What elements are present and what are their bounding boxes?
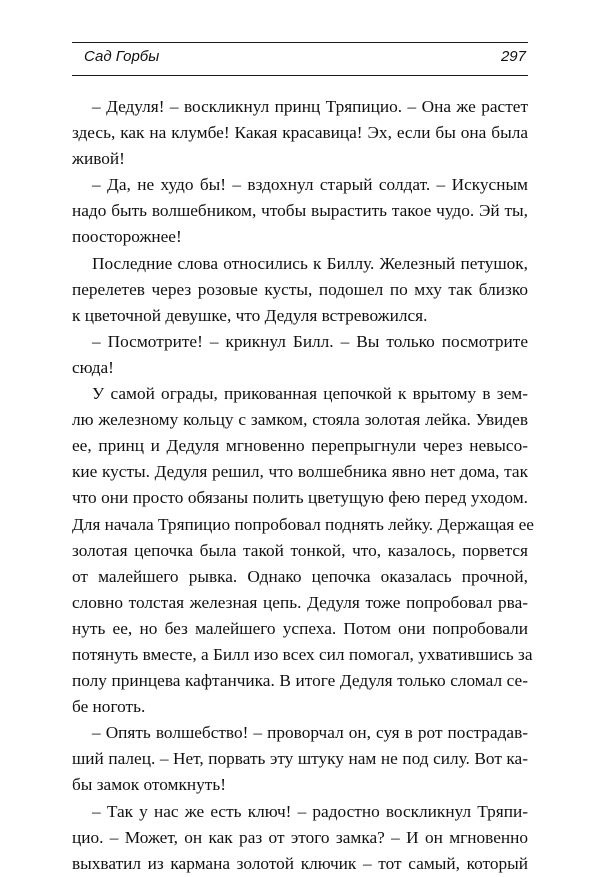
text-line: лю железному кольцу с замком, стояла золотая лейка. Увидев [72, 410, 528, 430]
page-number: 297 [500, 48, 526, 65]
text-line: ее, принц и Дедуля мгновенно перепрыгнули через невысо- [72, 436, 528, 456]
text-line: к цветочной девушке, что Дедуля встревожился. [72, 305, 428, 325]
text-line: здесь, как на клумбе! Какая красавица! Эх, если бы она была [72, 123, 528, 143]
text-line: Для начала Тряпицио попробовал поднять лейку. Держащая ее [72, 514, 534, 534]
body-text [72, 94, 534, 877]
text-line: цио. – Может, он как раз от этого замка? – И он мгновенно [72, 827, 528, 847]
chapter-title: Сад Горбы [84, 48, 160, 65]
text-line: ший палец. – Нет, порвать эту штуку нам не под силу. Вот ка- [72, 749, 528, 769]
text-line: – Так у нас же есть ключ! – радостно воскликнул Тряпи- [92, 801, 528, 821]
text-line: нуть ее, но без малейшего успеха. Потом они попробовали [72, 618, 528, 638]
text-line: – Да, не худо бы! – вздохнул старый солдат. – Искусным [92, 175, 528, 195]
text-line: перелетев через розовые кусты, подошел по мху так близко [72, 279, 528, 299]
text-line: живой! [72, 149, 125, 169]
text-line: надо быть волшебником, чтобы вырастить такое чудо. Эй ты, [72, 201, 528, 221]
text-line: бы замок отомкнуть! [72, 775, 226, 795]
running-header [72, 42, 528, 76]
text-line: – Опять волшебство! – проворчал он, суя в рот пострадав- [92, 723, 528, 743]
text-line: У самой ограды, прикованная цепочкой к врытому в зем- [92, 384, 528, 404]
text-line: золотая цепочка была такой тонкой, что, казалось, порвется [72, 540, 528, 560]
text-line: Последние слова относились к Биллу. Железный петушок, [92, 253, 528, 273]
text-line: поосторожнее! [72, 227, 182, 247]
text-line: выхватил из кармана золотой ключик – тот самый, который [72, 853, 528, 873]
text-line: от малейшего рывка. Однако цепочка оказалась прочной, [72, 566, 528, 586]
text-line: сюда! [72, 357, 114, 377]
text-line: кие кусты. Дедуля решил, что волшебника явно нет дома, так [72, 462, 528, 482]
text-line: словно толстая железная цепь. Дедуля тоже попробовал рва- [72, 592, 528, 612]
text-line: что они просто обязаны полить цветущую фею перед уходом. [72, 488, 528, 508]
text-line: потянуть вместе, а Билл изо всех сил помогал, ухватившись за [72, 644, 533, 664]
text-line: – Дедуля! – воскликнул принц Тряпицио. – Она же растет [92, 97, 528, 116]
text-line: – Посмотрите! – крикнул Билл. – Вы только посмотрите [92, 331, 528, 351]
text-line: полу принцева кафтанчика. В итоге Дедуля только сломал се- [72, 671, 528, 691]
text-line: бе ноготь. [72, 697, 146, 717]
